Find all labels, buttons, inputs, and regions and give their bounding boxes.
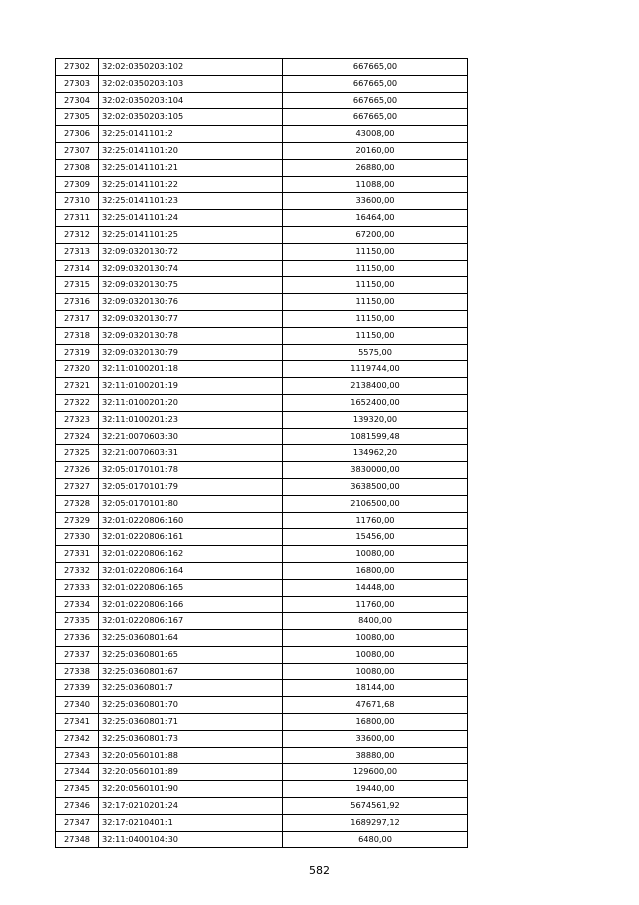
table-row (56, 478, 468, 495)
value-cell: 11760,00 (283, 596, 468, 613)
row-number-cell: 27331 (56, 546, 99, 563)
value-cell: 667665,00 (283, 75, 468, 92)
cadastral-value-table (55, 58, 468, 848)
table-row (56, 75, 468, 92)
value-cell: 19440,00 (283, 781, 468, 798)
row-number-cell: 27315 (56, 277, 99, 294)
cadastral-number-cell: 32:01:0220806:166 (99, 596, 283, 613)
cadastral-number-cell: 32:01:0220806:165 (99, 579, 283, 596)
table-row (56, 445, 468, 462)
value-cell: 67200,00 (283, 226, 468, 243)
cadastral-number-cell: 32:02:0350203:104 (99, 92, 283, 109)
cadastral-number-cell: 32:05:0170101:78 (99, 462, 283, 479)
row-number-cell: 27342 (56, 730, 99, 747)
table-row (56, 680, 468, 697)
row-number-cell: 27312 (56, 226, 99, 243)
cadastral-number-cell: 32:11:0100201:18 (99, 361, 283, 378)
value-cell: 3638500,00 (283, 478, 468, 495)
value-cell: 11150,00 (283, 260, 468, 277)
table-row (56, 764, 468, 781)
table-row (56, 394, 468, 411)
value-cell: 5674561,92 (283, 798, 468, 815)
cadastral-number-cell: 32:11:0400104:30 (99, 831, 283, 848)
cadastral-number-cell: 32:01:0220806:167 (99, 613, 283, 630)
cadastral-number-cell: 32:21:0070603:31 (99, 445, 283, 462)
cadastral-number-cell: 32:21:0070603:30 (99, 428, 283, 445)
table-row (56, 730, 468, 747)
cadastral-number-cell: 32:25:0141101:20 (99, 142, 283, 159)
cadastral-number-cell: 32:25:0141101:24 (99, 210, 283, 227)
table-row (56, 714, 468, 731)
row-number-cell: 27343 (56, 747, 99, 764)
value-cell: 26880,00 (283, 159, 468, 176)
cadastral-number-cell: 32:25:0360801:64 (99, 630, 283, 647)
table-row (56, 613, 468, 630)
value-cell: 5575,00 (283, 344, 468, 361)
value-cell: 11760,00 (283, 512, 468, 529)
value-cell: 10080,00 (283, 646, 468, 663)
row-number-cell: 27303 (56, 75, 99, 92)
value-cell: 16464,00 (283, 210, 468, 227)
row-number-cell: 27339 (56, 680, 99, 697)
table-row (56, 310, 468, 327)
table-row (56, 798, 468, 815)
table-row (56, 344, 468, 361)
value-cell: 11150,00 (283, 310, 468, 327)
value-cell: 33600,00 (283, 193, 468, 210)
value-cell: 10080,00 (283, 630, 468, 647)
row-number-cell: 27345 (56, 781, 99, 798)
cadastral-number-cell: 32:09:0320130:72 (99, 243, 283, 260)
table-row (56, 462, 468, 479)
row-number-cell: 27322 (56, 394, 99, 411)
cadastral-number-cell: 32:20:0560101:88 (99, 747, 283, 764)
table-row (56, 378, 468, 395)
cadastral-number-cell: 32:25:0360801:7 (99, 680, 283, 697)
row-number-cell: 27319 (56, 344, 99, 361)
cadastral-number-cell: 32:20:0560101:90 (99, 781, 283, 798)
cadastral-number-cell: 32:11:0100201:19 (99, 378, 283, 395)
row-number-cell: 27317 (56, 310, 99, 327)
table-row (56, 596, 468, 613)
table-body (56, 59, 468, 848)
row-number-cell: 27335 (56, 613, 99, 630)
cadastral-number-cell: 32:09:0320130:75 (99, 277, 283, 294)
row-number-cell: 27304 (56, 92, 99, 109)
table-row (56, 831, 468, 848)
value-cell: 33600,00 (283, 730, 468, 747)
table-row (56, 495, 468, 512)
table-row (56, 814, 468, 831)
value-cell: 667665,00 (283, 92, 468, 109)
row-number-cell: 27310 (56, 193, 99, 210)
value-cell: 14448,00 (283, 579, 468, 596)
table-row (56, 630, 468, 647)
row-number-cell: 27305 (56, 109, 99, 126)
cadastral-number-cell: 32:02:0350203:103 (99, 75, 283, 92)
value-cell: 11150,00 (283, 243, 468, 260)
row-number-cell: 27341 (56, 714, 99, 731)
table-row (56, 562, 468, 579)
value-cell: 10080,00 (283, 546, 468, 563)
row-number-cell: 27309 (56, 176, 99, 193)
row-number-cell: 27348 (56, 831, 99, 848)
row-number-cell: 27340 (56, 697, 99, 714)
cadastral-number-cell: 32:11:0100201:23 (99, 411, 283, 428)
row-number-cell: 27344 (56, 764, 99, 781)
cadastral-number-cell: 32:02:0350203:102 (99, 59, 283, 76)
table-row (56, 92, 468, 109)
cadastral-number-cell: 32:25:0141101:21 (99, 159, 283, 176)
table-row (56, 159, 468, 176)
row-number-cell: 27313 (56, 243, 99, 260)
row-number-cell: 27307 (56, 142, 99, 159)
row-number-cell: 27327 (56, 478, 99, 495)
row-number-cell: 27326 (56, 462, 99, 479)
cadastral-number-cell: 32:25:0360801:71 (99, 714, 283, 731)
cadastral-number-cell: 32:25:0141101:2 (99, 126, 283, 143)
value-cell: 2138400,00 (283, 378, 468, 395)
value-cell: 11088,00 (283, 176, 468, 193)
table-row (56, 59, 468, 76)
row-number-cell: 27337 (56, 646, 99, 663)
cadastral-number-cell: 32:09:0320130:77 (99, 310, 283, 327)
row-number-cell: 27311 (56, 210, 99, 227)
table-row (56, 529, 468, 546)
cadastral-number-cell: 32:11:0100201:20 (99, 394, 283, 411)
table-row (56, 176, 468, 193)
table-row (56, 361, 468, 378)
cadastral-number-cell: 32:01:0220806:164 (99, 562, 283, 579)
table-row (56, 411, 468, 428)
value-cell: 129600,00 (283, 764, 468, 781)
table-row (56, 294, 468, 311)
value-cell: 8400,00 (283, 613, 468, 630)
row-number-cell: 27347 (56, 814, 99, 831)
row-number-cell: 27323 (56, 411, 99, 428)
table-row (56, 546, 468, 563)
value-cell: 11150,00 (283, 277, 468, 294)
value-cell: 134962,20 (283, 445, 468, 462)
table-row (56, 226, 468, 243)
table-row (56, 663, 468, 680)
cadastral-number-cell: 32:05:0170101:80 (99, 495, 283, 512)
table-row (56, 193, 468, 210)
value-cell: 667665,00 (283, 59, 468, 76)
row-number-cell: 27333 (56, 579, 99, 596)
cadastral-number-cell: 32:25:0141101:22 (99, 176, 283, 193)
table-row (56, 277, 468, 294)
value-cell: 20160,00 (283, 142, 468, 159)
row-number-cell: 27308 (56, 159, 99, 176)
value-cell: 667665,00 (283, 109, 468, 126)
cadastral-number-cell: 32:25:0360801:70 (99, 697, 283, 714)
table-row (56, 781, 468, 798)
row-number-cell: 27332 (56, 562, 99, 579)
cadastral-number-cell: 32:25:0360801:67 (99, 663, 283, 680)
row-number-cell: 27316 (56, 294, 99, 311)
value-cell: 16800,00 (283, 562, 468, 579)
value-cell: 16800,00 (283, 714, 468, 731)
page-number: 582 (309, 864, 330, 877)
table-row (56, 243, 468, 260)
value-cell: 2106500,00 (283, 495, 468, 512)
table-row (56, 747, 468, 764)
row-number-cell: 27334 (56, 596, 99, 613)
value-cell: 47671,68 (283, 697, 468, 714)
cadastral-number-cell: 32:25:0141101:23 (99, 193, 283, 210)
cadastral-number-cell: 32:05:0170101:79 (99, 478, 283, 495)
value-cell: 3830000,00 (283, 462, 468, 479)
table-row (56, 512, 468, 529)
row-number-cell: 27314 (56, 260, 99, 277)
cadastral-number-cell: 32:01:0220806:162 (99, 546, 283, 563)
value-cell: 1119744,00 (283, 361, 468, 378)
row-number-cell: 27330 (56, 529, 99, 546)
row-number-cell: 27325 (56, 445, 99, 462)
cadastral-number-cell: 32:25:0141101:25 (99, 226, 283, 243)
cadastral-number-cell: 32:25:0360801:65 (99, 646, 283, 663)
value-cell: 139320,00 (283, 411, 468, 428)
cadastral-number-cell: 32:02:0350203:105 (99, 109, 283, 126)
value-cell: 43008,00 (283, 126, 468, 143)
table-row (56, 260, 468, 277)
table-row (56, 697, 468, 714)
row-number-cell: 27336 (56, 630, 99, 647)
cadastral-number-cell: 32:20:0560101:89 (99, 764, 283, 781)
value-cell: 38880,00 (283, 747, 468, 764)
row-number-cell: 27320 (56, 361, 99, 378)
table-row (56, 327, 468, 344)
cadastral-number-cell: 32:09:0320130:76 (99, 294, 283, 311)
value-cell: 18144,00 (283, 680, 468, 697)
cadastral-number-cell: 32:17:0210201:24 (99, 798, 283, 815)
row-number-cell: 27346 (56, 798, 99, 815)
cadastral-number-cell: 32:17:0210401:1 (99, 814, 283, 831)
value-cell: 11150,00 (283, 294, 468, 311)
value-cell: 1652400,00 (283, 394, 468, 411)
value-cell: 6480,00 (283, 831, 468, 848)
table-row (56, 646, 468, 663)
cadastral-number-cell: 32:09:0320130:79 (99, 344, 283, 361)
value-cell: 10080,00 (283, 663, 468, 680)
value-cell: 1689297,12 (283, 814, 468, 831)
row-number-cell: 27324 (56, 428, 99, 445)
value-cell: 1081599,48 (283, 428, 468, 445)
row-number-cell: 27329 (56, 512, 99, 529)
row-number-cell: 27321 (56, 378, 99, 395)
cadastral-number-cell: 32:01:0220806:161 (99, 529, 283, 546)
cadastral-number-cell: 32:01:0220806:160 (99, 512, 283, 529)
cadastral-number-cell: 32:09:0320130:78 (99, 327, 283, 344)
value-cell: 15456,00 (283, 529, 468, 546)
table-row (56, 428, 468, 445)
row-number-cell: 27318 (56, 327, 99, 344)
cadastral-number-cell: 32:25:0360801:73 (99, 730, 283, 747)
row-number-cell: 27328 (56, 495, 99, 512)
row-number-cell: 27306 (56, 126, 99, 143)
table-row (56, 210, 468, 227)
row-number-cell: 27338 (56, 663, 99, 680)
table-row (56, 579, 468, 596)
value-cell: 11150,00 (283, 327, 468, 344)
table-row (56, 126, 468, 143)
row-number-cell: 27302 (56, 59, 99, 76)
cadastral-number-cell: 32:09:0320130:74 (99, 260, 283, 277)
table-row (56, 142, 468, 159)
table-row (56, 109, 468, 126)
